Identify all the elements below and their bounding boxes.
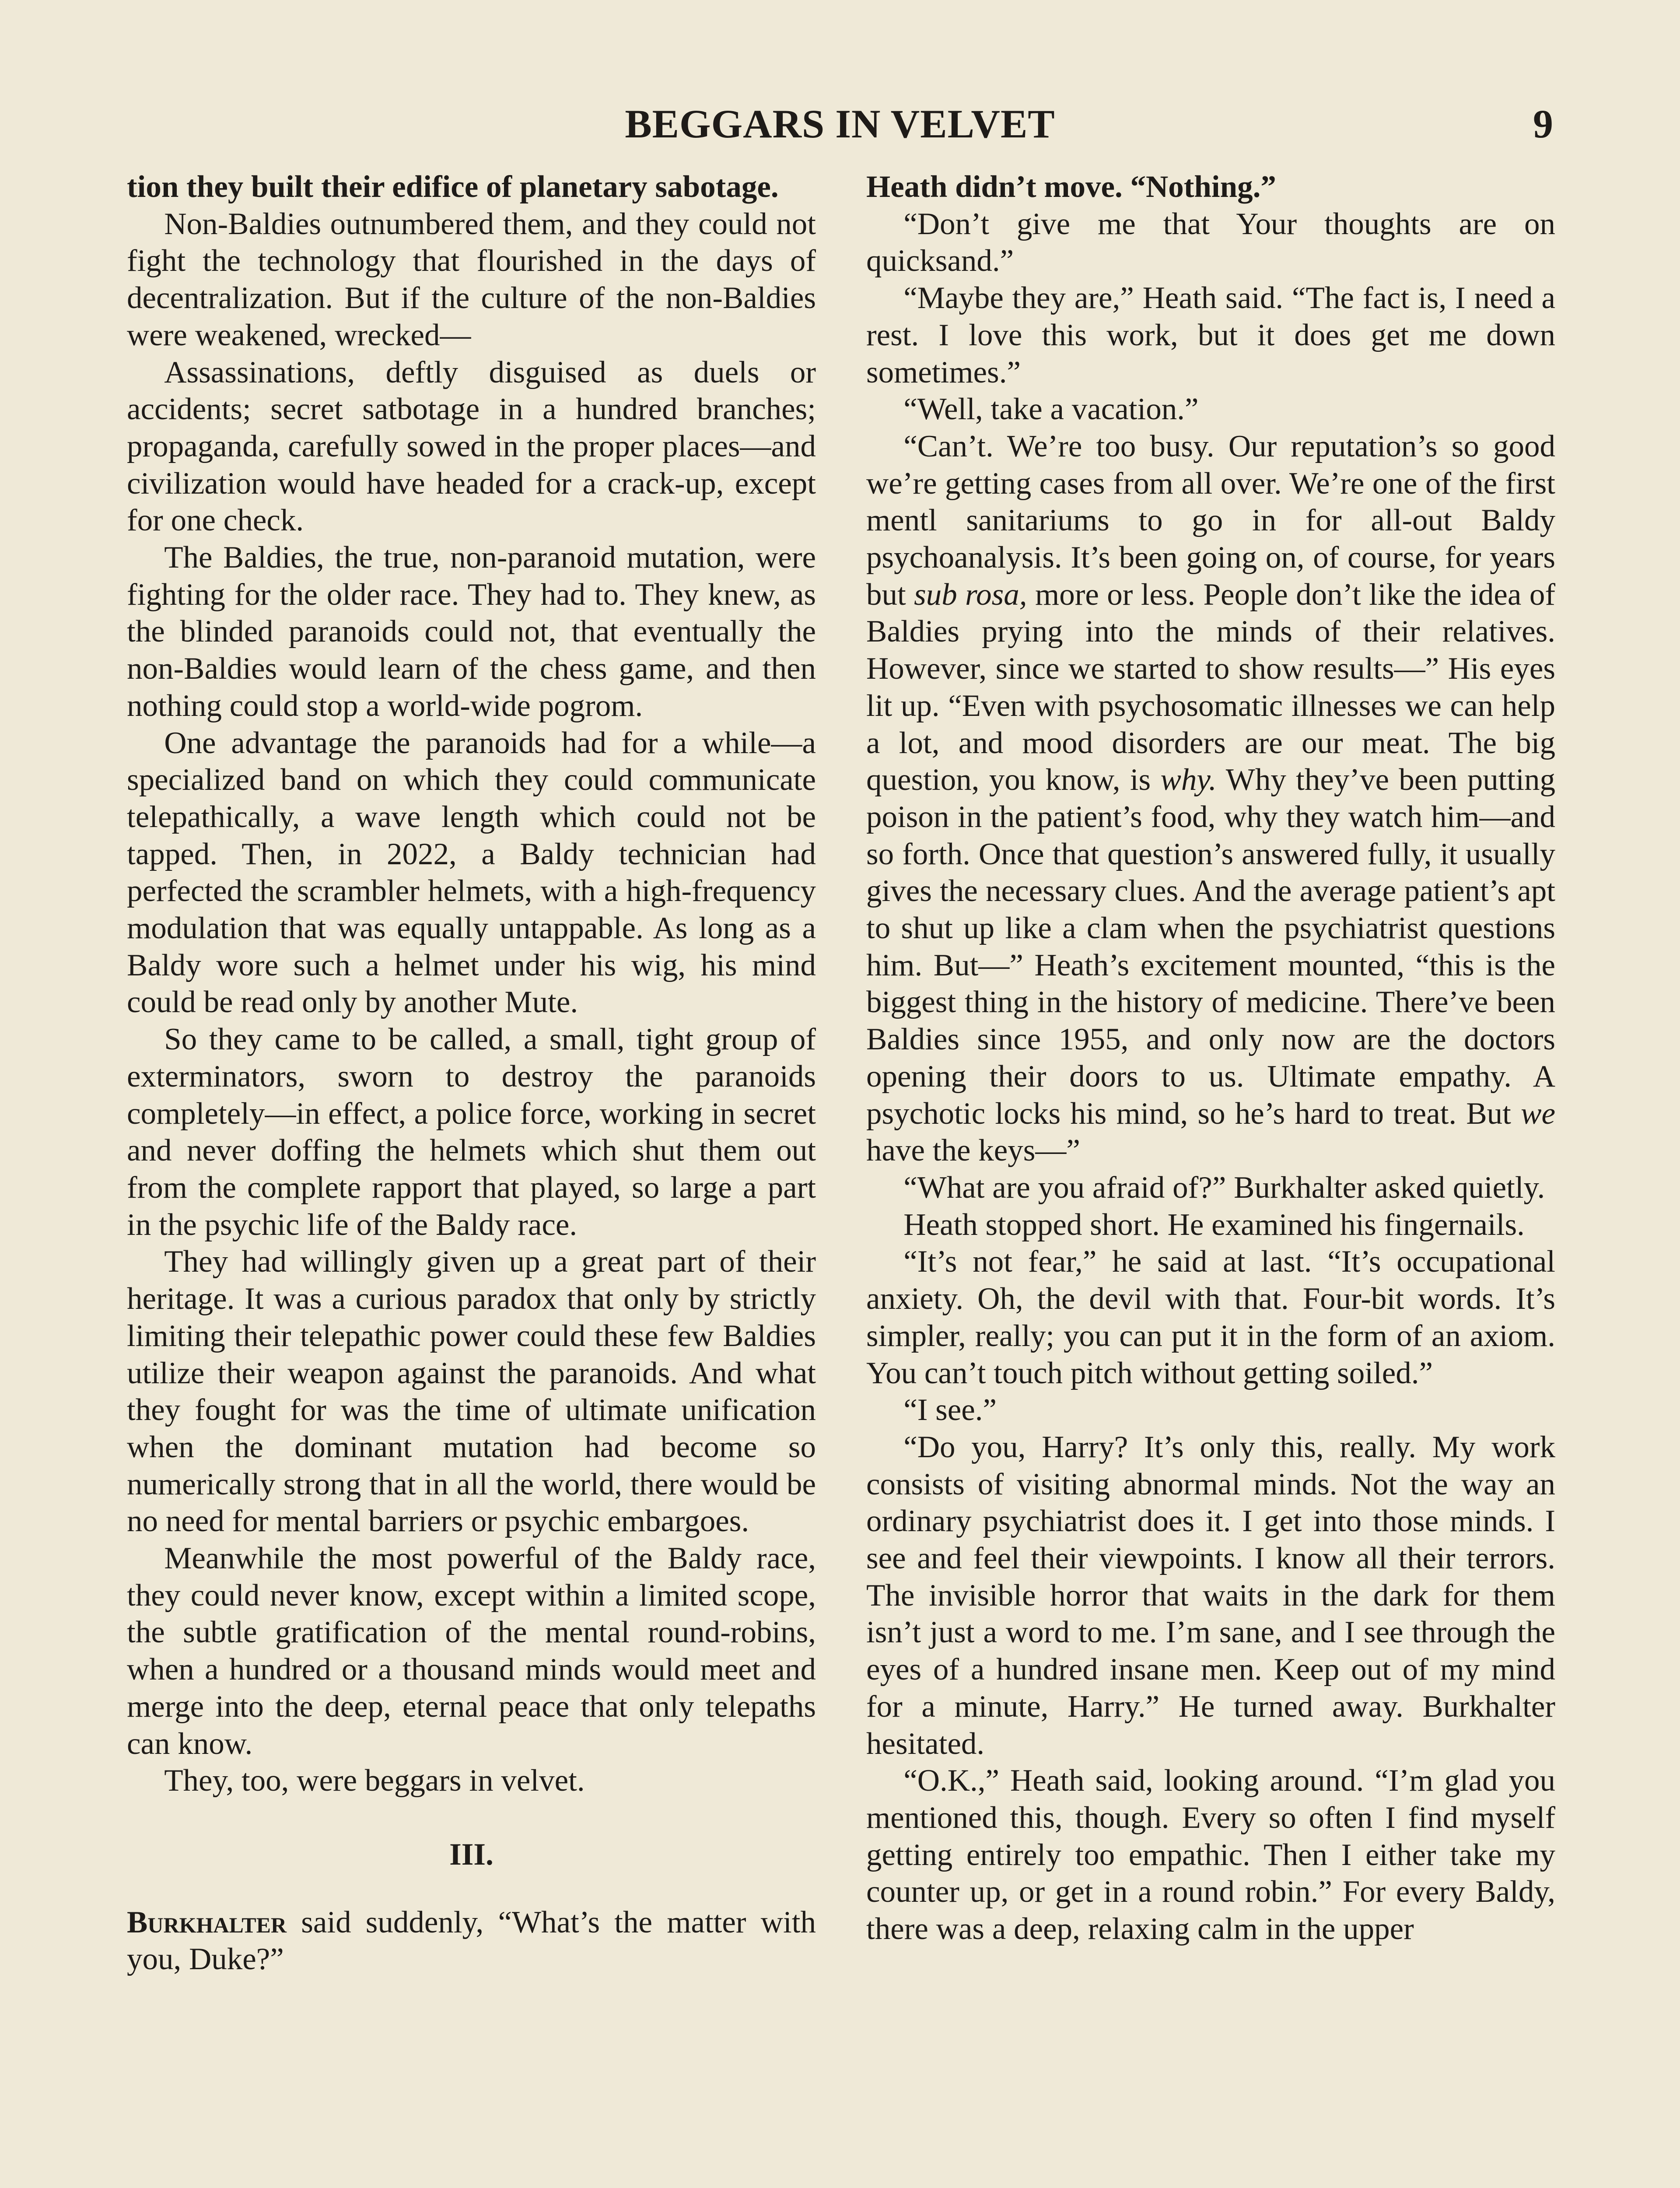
- left-column: [127, 168, 816, 1978]
- section-heading: III.: [449, 1837, 494, 1872]
- paragraph-text: have the keys—”: [866, 1133, 1080, 1168]
- paragraph-text: said suddenly, “What’s the matter with you, Duke?”: [127, 1905, 816, 1977]
- paragraph: “Well, take a vacation.”: [903, 392, 1199, 427]
- italic-text: why.: [1160, 763, 1217, 797]
- page-header: [127, 101, 1553, 149]
- paragraph: Heath didn’t move. “Nothing.”: [866, 170, 1276, 204]
- paragraph: Assassinations, deftly disguised as duels or accidents; secret satbotage in a hundred branches; propaganda, carefully sowed in the proper places—and civilization would have headed for a crack-up, except for one check.: [127, 355, 816, 538]
- paragraph: They had willingly given up a great part of their heritage. It was a curious paradox that only by strictly limiting their telepathic power could these few Baldies utilize their weapon against the paranoids. And what they fought for was the time of ultimate unification when the dominant mutation had become so numerically strong that in all the world, there would be no need for mental barriers or psychic embargoes.: [127, 1245, 816, 1539]
- italic-text: we: [1521, 1096, 1555, 1131]
- paragraph: So they came to be called, a small, tight group of exterminators, sworn to destroy the paranoids completely—in effect, a police force, working in secret and never doffing the helmets which shut them out from the complete rapport that played, so large a part in the psychic life of the Baldy race.: [127, 1022, 816, 1242]
- paragraph: “O.K.,” Heath said, looking around. “I’m glad you mentioned this, though. Every so often I find myself getting entirely too empathic. Then I either take my counter up, or get in a round robin.” For every Baldy, there was a deep, relaxing calm in the upper: [866, 1764, 1555, 1946]
- speaker-name: Burkhalter: [127, 1905, 287, 1939]
- paragraph: [866, 428, 1555, 1169]
- italic-text: sub rosa,: [914, 577, 1027, 612]
- paragraph: Meanwhile the most powerful of the Baldy race, they could never know, except within a limited scope, the subtle gratification of the mental round-robins, when a hundred or a thousand minds would meet and merge into the deep, eternal peace that only telepaths can know.: [127, 1541, 816, 1761]
- paragraph: One advantage the paranoids had for a while—a specialized band on which they could communicate telepathically, a wave length which could not be tapped. Then, in 2022, a Baldy technician had perfected the scrambler helmets, with a high-frequency modulation that was equally untappable. As long as a Baldy wore such a helmet under his wig, his mind could be read only by another Mute.: [127, 726, 816, 1020]
- paragraph-text: “Can’t. We’re too busy. Our reputation’s so good we’re getting cases from all over. We’re one of the first mentl sanitariums to go in for all-out Baldy psychoanalysis. It’s been going on, of course, for years but: [866, 429, 1555, 612]
- paragraph-text: more or less. People don’t like the idea of Baldies prying into the minds of their relatives. However, since we started to show results—” His eyes lit up. “Even with psychosomatic illnesses we can help a lot, and mood disorders are our meat. The big question, you know, is: [866, 577, 1555, 797]
- paragraph: Non-Baldies outnumbered them, and they could not fight the technology that flourished in the days of decentralization. But if the culture of the non-Baldies were weakened, wrecked—: [127, 207, 816, 352]
- paragraph: They, too, were beggars in velvet.: [164, 1764, 585, 1798]
- paragraph: Heath stopped short. He examined his fingernails.: [903, 1207, 1525, 1242]
- paragraph: “Maybe they are,” Heath said. “The fact is, I need a rest. I love this work, but it does get me down sometimes.”: [866, 281, 1555, 389]
- paragraph-text: Why they’ve been putting poison in the patient’s food, why they watch him—and so forth. Once that question’s answered fully, it usually gives the necessary clues. And the average patient’s apt to shut up like a clam when the psychiatrist questions him. But—” Heath’s excitement mounted, “this is the biggest thing in the history of medicine. There’ve been Baldies since 1955, and only now are the doctors opening their doors to us. Ultimate empathy. A psychotic locks his mind, so he’s hard to treat. But: [866, 763, 1555, 1131]
- paragraph: “It’s not fear,” he said at last. “It’s occupational anxiety. Oh, the devil with that. Four-bit words. It’s simpler, really; you can put it in the form of an axiom. You can’t touch pitch without getting soiled.”: [866, 1245, 1555, 1390]
- right-column: [866, 168, 1555, 1948]
- paragraph: “What are you afraid of?” Burkhalter asked quietly.: [903, 1170, 1545, 1205]
- paragraph: “Do you, Harry? It’s only this, really. My work consists of visiting abnormal minds. Not the way an ordinary psychiatrist does it. I get into those minds. I see and feel their viewpoints. I know all their terrors. The invisible horror that waits in the dark for them isn’t just a word to me. I’m sane, and I see through the eyes of a hundred insane men. Keep out of my mind for a minute, Harry.” He turned away. Burkhalter hesitated.: [866, 1430, 1555, 1761]
- paragraph: tion they built their edifice of planetary sabotage.: [127, 170, 779, 204]
- paragraph: “I see.”: [903, 1393, 997, 1427]
- page-number: 9: [1533, 102, 1553, 146]
- running-title: BEGGARS IN VELVET: [625, 102, 1055, 146]
- paragraph: “Don’t give me that Your thoughts are on quicksand.”: [866, 207, 1555, 278]
- paragraph: [127, 1904, 816, 1978]
- paragraph: The Baldies, the true, non-paranoid mutation, were fighting for the older race. They had to. They knew, as the blinded paranoids could not, that eventually the non-Baldies would learn of the chess game, and then nothing could stop a world-wide pogrom.: [127, 540, 816, 723]
